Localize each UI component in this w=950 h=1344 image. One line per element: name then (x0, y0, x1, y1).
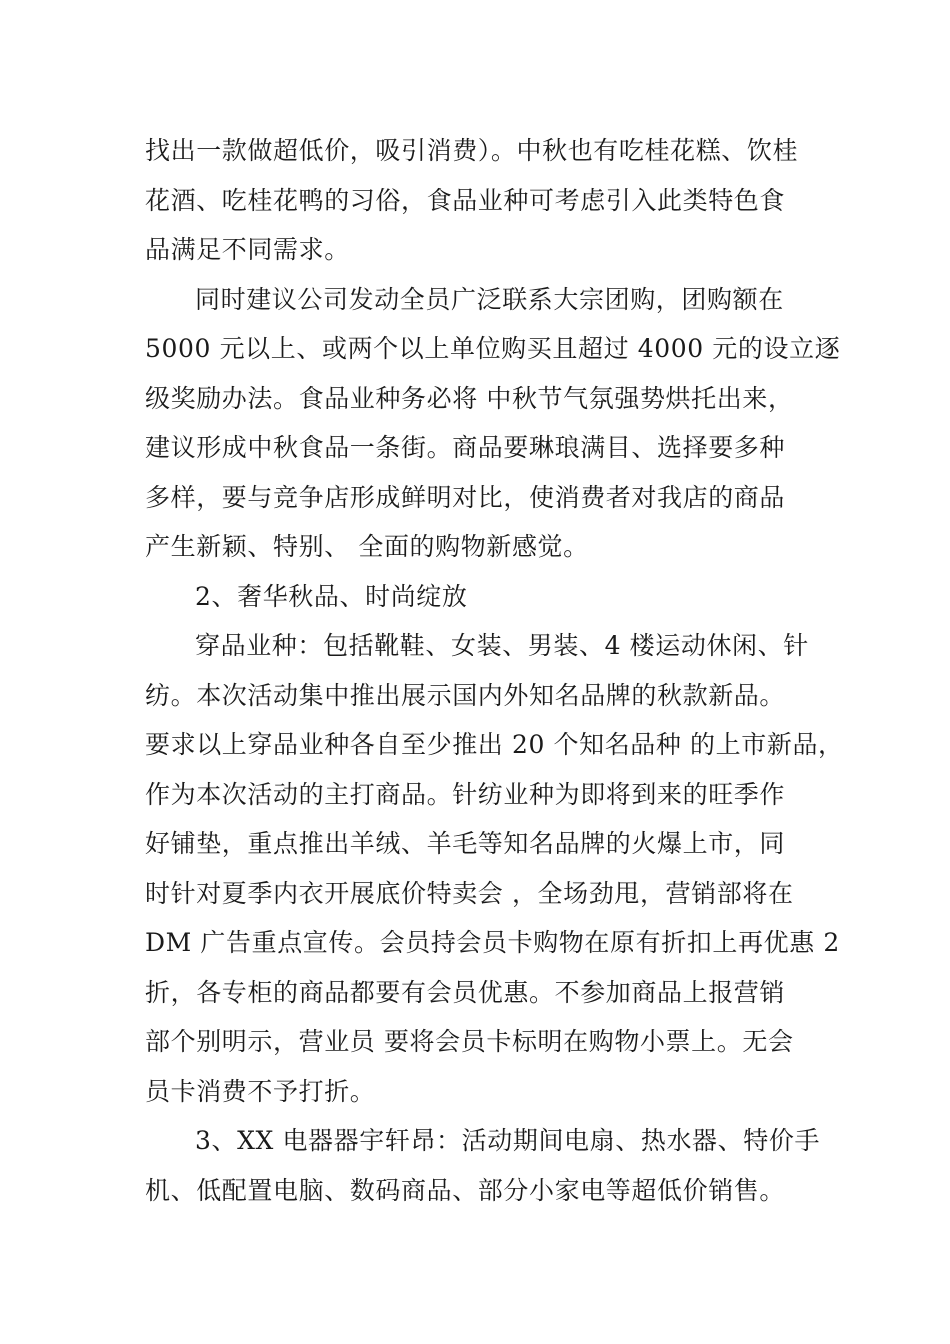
section-heading-2 (145, 572, 817, 622)
text-line: 机、低配置电脑、数码商品、部分小家电等超低价销售。 (145, 1175, 786, 1205)
text-line: 时针对夏季内衣开展底价特卖会 ，全场劲甩，营销部将在 (145, 878, 794, 908)
text-line: DM 广告重点宣传。会员持会员卡购物在原有折扣上再优惠 2 (145, 928, 840, 957)
text-line: 穿品业种：包括靴鞋、女装、男装、4 楼运动休闲、针 (195, 631, 809, 660)
text-line: 级奖励办法。食品业种务必将 中秋节气氛强势烘托出来， (145, 383, 794, 413)
text-line: 5000 元以上、或两个以上单位购买且超过 4000 元的设立逐 (145, 334, 841, 363)
paragraph-apparel (145, 621, 844, 1116)
paragraph-continuation (145, 126, 817, 275)
text-line: 作为本次活动的主打商品。针纺业种为即将到来的旺季作 (145, 779, 786, 809)
text-line: 3、XX 电器器宇轩昂：活动期间电扇、热水器、特价手 (195, 1126, 821, 1155)
paragraph-electronics (145, 1116, 821, 1215)
text-line: 品满足不同需求。 (145, 235, 350, 264)
text-line: 好铺垫，重点推出羊绒、羊毛等知名品牌的火爆上市，同 (145, 829, 786, 858)
text-line: 找出一款做超低价，吸引消费）。中秋也有吃桂花糕、饮桂 (145, 136, 799, 165)
text-line: 员卡消费不予打折。 (145, 1076, 376, 1106)
document-body (145, 126, 844, 1215)
text-line: 同时建议公司发动全员广泛联系大宗团购，团购额在 (195, 284, 784, 314)
heading-line: 2、奢华秋品、时尚绽放 (195, 581, 468, 611)
text-line: 要求以上穿品业种各自至少推出 20 个知名品种 的上市新品， (145, 730, 844, 759)
paragraph-group-purchase (145, 275, 841, 572)
text-line: 纺。本次活动集中推出展示国内外知名品牌的秋款新品。 (145, 680, 786, 710)
text-line: 产生新颖、特别、 全面的购物新感觉。 (145, 532, 589, 561)
text-line: 折，各专柜的商品都要有会员优惠。不参加商品上报营销 (145, 977, 786, 1007)
text-line: 多样，要与竞争店形成鲜明对比，使消费者对我店的商品 (145, 482, 786, 512)
text-line: 部个别明示，营业员 要将会员卡标明在购物小票上。无会 (145, 1027, 794, 1056)
text-line: 花酒、吃桂花鸭的习俗，食品业种可考虑引入此类特色食 (145, 185, 786, 215)
text-line: 建议形成中秋食品一条街。商品要琳琅满目、选择要多种 (145, 433, 786, 462)
